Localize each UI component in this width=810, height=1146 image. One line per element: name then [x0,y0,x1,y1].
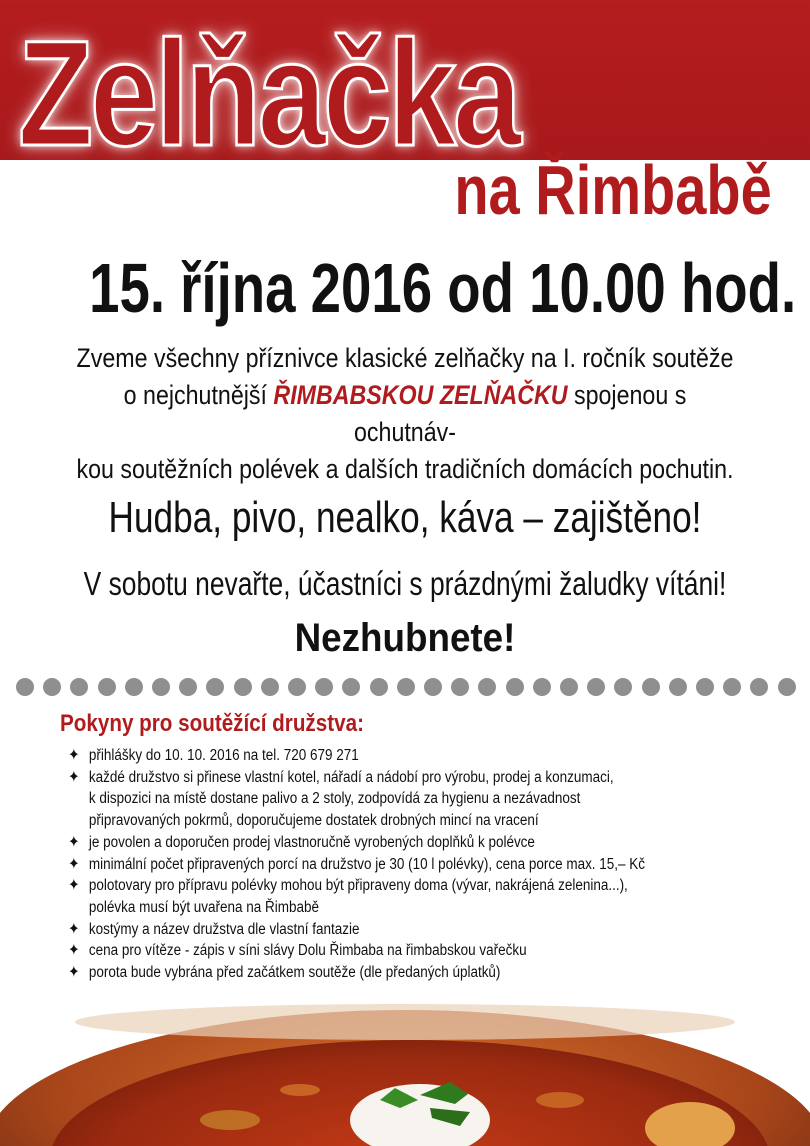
star-bullet-icon: ✦ [68,942,80,960]
rules-heading: Pokyny pro soutěžící družstva: [60,710,364,737]
separator-dot [152,678,170,696]
rule-text: je povolen a doporučen prodej vlastnoručně vyrobených doplňků k polévce [88,833,535,851]
separator-dot [614,678,632,696]
rule-text: připravovaných pokrmů, doporučujeme dostatek drobných mincí na vracení [88,812,539,830]
separator-dot [98,678,116,696]
soup-bowl-illustration [0,1000,810,1146]
separator-dot [70,678,88,696]
invitation-line: kou soutěžních polévek a dalších tradičních domácích pochutin. [76,454,734,484]
invitation-line: Zveme všechny příznivce klasické zelňačky na I. ročník soutěže [76,343,734,373]
separator-dot [179,678,197,696]
rule-text: každé družstvo si přinese vlastní kotel, nářadí a nádobí pro výrobu, prodej a konzumaci, [88,768,614,786]
star-bullet-icon: ✦ [68,855,80,873]
separator-dot [506,678,524,696]
separator-dot [669,678,687,696]
separator-dot [261,678,279,696]
separator-dot [642,678,660,696]
amenities-headline: Hudba, pivo, nealko, káva – zajištěno! [108,493,702,542]
separator-dot [288,678,306,696]
rule-text: polévka musí být uvařena na Řimbabě [88,898,320,916]
separator-dot [750,678,768,696]
star-bullet-icon: ✦ [68,768,80,786]
rule-item [68,962,781,984]
separator-dot [560,678,578,696]
rule-item [68,745,781,767]
rule-item [68,875,781,918]
poster-title: Zelňačka [18,9,519,177]
separator-dot [723,678,741,696]
separator-dot [478,678,496,696]
invitation-line [74,377,736,451]
contest-name: ŘIMBABSKOU ZELŇAČKU [273,380,568,410]
invitation-text-part: o nejchutnější [123,380,274,410]
separator-dot [397,678,415,696]
separator-dot [778,678,796,696]
invitation-text [74,340,736,488]
rule-text: k dispozici na místě dostane palivo a 2 stoly, zodpovídá za hygienu a nezávadnost [88,790,581,808]
separator-dot [587,678,605,696]
rule-text: kostýmy a název družstva dle vlastní fantazie [88,920,360,938]
separator-dot [533,678,551,696]
poster-subtitle: na Řimbabě [454,151,772,229]
separator-dot [342,678,360,696]
rules-list [68,745,781,984]
rule-text: cena pro vítěze - zápis v síni slávy Dolu Řimbaba na řimbabskou vařečku [88,942,527,960]
rule-text: polotovary pro přípravu polévky mohou být připraveny doma (vývar, nakrájená zelenina...), [88,877,628,895]
separator-dot [125,678,143,696]
star-bullet-icon: ✦ [68,833,80,851]
rule-item [68,940,781,962]
motto: Nezhubnete! [294,616,516,660]
rule-text: minimální počet připravených porcí na družstvo je 30 (10 l polévky), cena porce max. 15,– Kč [88,855,646,873]
rule-item [68,919,781,941]
separator-dot [206,678,224,696]
star-bullet-icon: ✦ [68,747,80,764]
separator-dot [16,678,34,696]
rule-item [68,832,781,854]
separator-dot [234,678,252,696]
rule-item [68,767,781,832]
star-bullet-icon: ✦ [68,920,80,938]
separator-dot [370,678,388,696]
separator-dot [424,678,442,696]
separator-dot [43,678,61,696]
separator-dot [315,678,333,696]
star-bullet-icon: ✦ [68,964,80,982]
invitation-text-part: spojenou s ochutnáv- [354,380,687,447]
separator-dot [451,678,469,696]
soup-bowl-image [0,1000,810,1146]
dot-separator [16,676,796,698]
star-bullet-icon: ✦ [68,877,80,895]
rule-item [68,854,781,876]
rule-text: porota bude vybrána před začátkem soutěže (dle předaných úplatků) [88,964,501,982]
separator-dot [696,678,714,696]
event-date: 15. října 2016 od 10.00 hod. [89,249,797,327]
invitation-note: V sobotu nevařte, účastníci s prázdnými žaludky vítáni! [83,565,727,602]
rule-text: přihlášky do 10. 10. 2016 na tel. 720 679 271 [88,747,359,764]
